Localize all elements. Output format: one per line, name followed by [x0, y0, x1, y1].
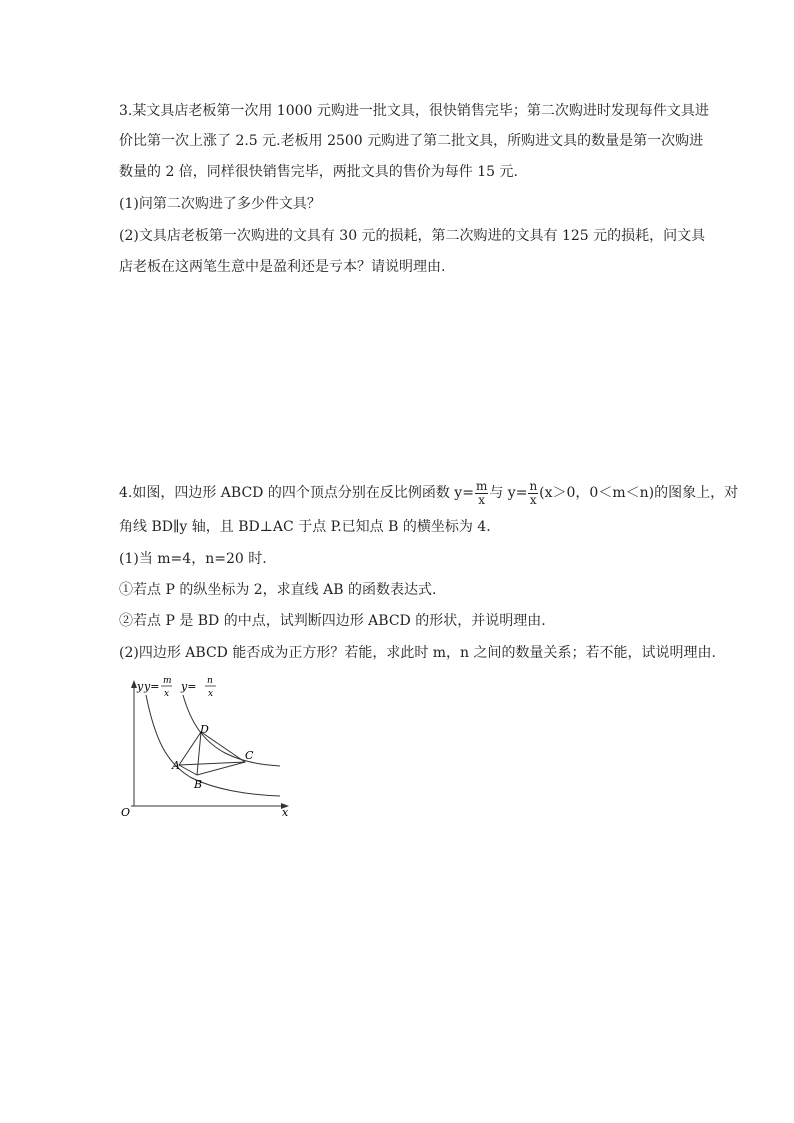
- problem4-question1a: ①若点 P 的纵坐标为 2，求直线 AB 的函数表达式.: [119, 582, 437, 598]
- diagonal-bd: [197, 732, 201, 775]
- problem3-question2-line1: (2)文具店老板第一次购进的文具有 30 元的损耗，第二次购进的文具有 125 元的损耗，问文具: [119, 228, 706, 244]
- problem4-intro-part-c: (x＞0，0＜m＜n)的图象上，对: [539, 485, 739, 501]
- curve2-den: x: [208, 689, 214, 699]
- label-x: x: [282, 806, 289, 819]
- label-y: y: [137, 680, 144, 693]
- problem4-question1b: ②若点 P 是 BD 的中点，试判断四边形 ABCD 的形状，并说明理由.: [119, 613, 546, 629]
- problem3-line3: 数量的 2 倍，同样很快销售完毕，两批文具的售价为每件 15 元.: [119, 164, 518, 180]
- label-O: O: [121, 806, 131, 819]
- label-D: D: [200, 723, 209, 736]
- fraction-n-over-x: $\frac{n}{x}$: [529, 478, 538, 507]
- quadrilateral-abcd: [179, 732, 245, 775]
- problem4-question1: (1)当 m=4，n=20 时.: [119, 551, 267, 567]
- label-B: B: [194, 778, 203, 791]
- problem3-line1: 3.某文具店老板第一次用 1000 元购进一批文具，很快销售完毕；第二次购进时发现每件文具进: [119, 103, 709, 119]
- problem3-line2: 价比第一次上涨了 2.5 元.老板用 2500 元购进了第二批文具，所购进文具的数量是第一次购进: [119, 133, 704, 149]
- label-A: A: [172, 759, 180, 772]
- label-C: C: [245, 749, 254, 762]
- problem4-intro: [119, 478, 738, 508]
- curve1-num: m: [163, 676, 172, 686]
- curve2-label: y=: [181, 680, 197, 693]
- hyperbola-quadrilateral-figure: [115, 675, 300, 825]
- curve1-den: x: [164, 689, 170, 699]
- curve2-num: n: [207, 676, 213, 686]
- problem3-question2-line2: 店老板在这两笔生意中是盈利还是亏本？请说明理由.: [119, 259, 446, 275]
- problem4-line2: 角线 BD∥y 轴，且 BD⊥AC 于点 P.已知点 B 的横坐标为 4.: [119, 519, 491, 535]
- curve1-label: y=: [144, 680, 160, 693]
- curve-y-n-over-x: [183, 695, 280, 766]
- fraction-m-over-x: $\frac{m}{x}$: [475, 478, 488, 507]
- problem3-question1: (1)问第二次购进了多少件文具？: [119, 196, 321, 212]
- problem4-question2: (2)四边形 ABCD 能否成为正方形？若能，求此时 m，n 之间的数量关系；若不能，试说明理由.: [119, 645, 716, 661]
- problem4-intro-part-a: 4.如图，四边形 ABCD 的四个顶点分别在反比例函数 y=: [119, 485, 474, 501]
- problem4-intro-part-b: 与 y=: [489, 485, 528, 501]
